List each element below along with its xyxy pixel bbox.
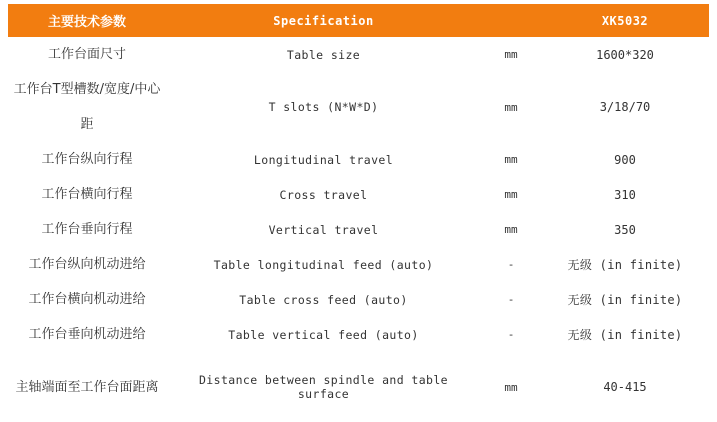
param-cn: 工作台横向行程 <box>41 187 133 202</box>
table-row <box>8 142 709 177</box>
param-cn: 工作台纵向机动进给 <box>28 257 146 272</box>
param-unit: mm <box>504 153 518 166</box>
param-unit: - <box>507 293 515 306</box>
table-row <box>8 72 709 142</box>
header-unit <box>481 4 541 37</box>
param-value: 350 <box>614 222 636 237</box>
param-value: 1600*320 <box>596 47 654 62</box>
spec-table <box>8 4 709 422</box>
param-cn: 工作台横向机动进给 <box>28 292 146 307</box>
table-row <box>8 177 709 212</box>
table-row <box>8 282 709 317</box>
param-cn: 工作台纵向行程 <box>41 152 133 167</box>
param-en: Table longitudinal feed (auto) <box>213 257 434 272</box>
table-row <box>8 317 709 352</box>
header-model: XK5032 <box>601 13 649 28</box>
param-en: T slots (N*W*D) <box>268 100 379 114</box>
table-row <box>8 37 709 72</box>
param-value: 40-415 <box>603 380 647 394</box>
table-row <box>8 352 709 422</box>
param-value: 无级 (in finite) <box>567 328 683 342</box>
param-cn: 工作台垂向机动进给 <box>28 327 146 342</box>
param-unit: mm <box>504 380 518 394</box>
param-en: Table cross feed (auto) <box>239 292 408 307</box>
param-en: Table size <box>286 47 361 62</box>
param-value: 310 <box>614 187 636 202</box>
header-param-cn: 主要技术参数 <box>47 15 126 30</box>
param-cn: 工作台垂向行程 <box>41 222 133 237</box>
table-row <box>8 212 709 247</box>
param-unit: - <box>507 328 515 341</box>
table-row <box>8 247 709 282</box>
param-value: 900 <box>614 152 636 167</box>
param-en: Distance between spindle and table surface <box>198 373 448 401</box>
param-en: Longitudinal travel <box>253 152 394 167</box>
param-cn: 工作台T型槽数/宽度/中心距 <box>13 82 161 132</box>
param-value: 无级 (in finite) <box>567 258 683 272</box>
param-value: 3/18/70 <box>599 100 651 114</box>
header-spec-en: Specification <box>273 13 374 28</box>
param-value: 无级 (in finite) <box>567 293 683 307</box>
param-unit: mm <box>504 223 518 236</box>
param-unit: mm <box>504 100 518 114</box>
param-en: Vertical travel <box>268 222 379 237</box>
param-unit: mm <box>504 188 518 201</box>
param-en: Table vertical feed (auto) <box>228 327 419 342</box>
param-unit: mm <box>504 48 518 61</box>
param-unit: - <box>507 258 515 271</box>
param-cn: 主轴端面至工作台面距离 <box>15 379 159 395</box>
header-row <box>8 4 709 37</box>
param-en: Cross travel <box>279 187 368 202</box>
param-cn: 工作台面尺寸 <box>47 47 126 62</box>
